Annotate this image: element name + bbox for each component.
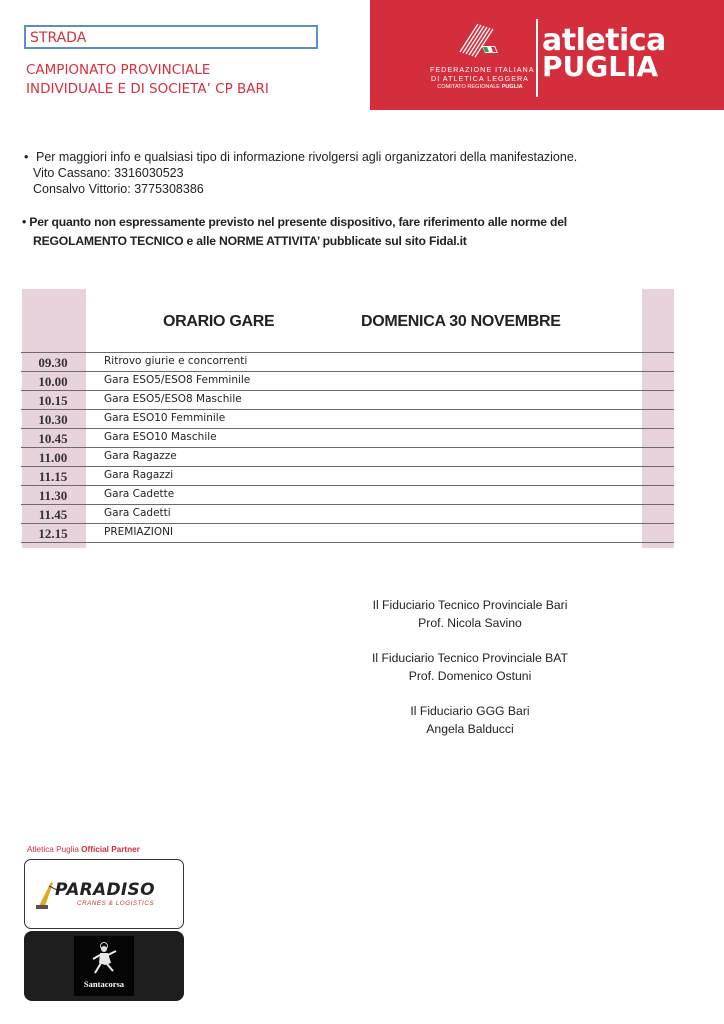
schedule-event: Gara ESO10 Femminile bbox=[104, 412, 226, 424]
santacorsa-logo bbox=[74, 936, 134, 996]
signature-block bbox=[370, 703, 570, 738]
schedule-time: 10.00 bbox=[38, 374, 68, 389]
schedule-time: 09.30 bbox=[38, 355, 68, 370]
schedule-event: Gara Cadetti bbox=[104, 507, 171, 519]
schedule-event: Gara ESO10 Maschile bbox=[104, 431, 217, 443]
rules-note bbox=[22, 213, 567, 251]
schedule-event: Gara Ragazze bbox=[104, 450, 177, 462]
partner-name: PARADISO bbox=[55, 880, 155, 900]
contact-line: Consalvo Vittorio: 3775308386 bbox=[33, 182, 204, 196]
brand-name bbox=[542, 23, 666, 83]
signature-block bbox=[370, 597, 570, 632]
brand-divider bbox=[536, 19, 538, 97]
running-saint-icon bbox=[89, 941, 119, 977]
event-title bbox=[26, 61, 269, 99]
schedule-row bbox=[21, 505, 674, 524]
bullet-icon: • bbox=[24, 150, 29, 164]
schedule-row bbox=[21, 353, 674, 372]
signature-name: Angela Balducci bbox=[426, 721, 514, 736]
schedule-event: Gara Cadette bbox=[104, 488, 175, 500]
event-title-line: CAMPIONATO PROVINCIALE bbox=[26, 62, 211, 78]
event-title-line: INDIVIDUALE E DI SOCIETA’ CP BARI bbox=[26, 81, 269, 97]
partner-label bbox=[27, 845, 140, 854]
schedule-row bbox=[21, 448, 674, 467]
partner-label-bold: Official Partner bbox=[81, 845, 140, 854]
schedule-time: 12.15 bbox=[38, 526, 68, 541]
federation-line: FEDERAZIONE ITALIANA bbox=[430, 65, 535, 74]
signature-name: Prof. Domenico Ostuni bbox=[408, 668, 532, 683]
signature-role: Il Fiduciario Tecnico Provinciale Bari bbox=[372, 598, 568, 612]
schedule-row bbox=[21, 372, 674, 391]
contact-line: Vito Cassano: 3316030523 bbox=[33, 166, 184, 180]
signatures bbox=[370, 597, 570, 756]
committee-prefix: COMITATO REGIONALE bbox=[437, 84, 501, 90]
partner-label-prefix: Atletica Puglia bbox=[27, 845, 79, 854]
schedule-row bbox=[21, 486, 674, 505]
federation-text bbox=[430, 65, 535, 92]
schedule-row bbox=[21, 410, 674, 429]
partner-tagline: CRANES & LOGISTICS bbox=[77, 900, 155, 907]
schedule-heading: ORARIO GARE bbox=[163, 313, 275, 330]
schedule-rows bbox=[21, 352, 674, 543]
schedule-row bbox=[21, 429, 674, 448]
schedule-row bbox=[21, 391, 674, 410]
partner-name: Santacorsa bbox=[83, 979, 125, 989]
rules-note-line bbox=[22, 213, 567, 232]
schedule-date: DOMENICA 30 NOVEMBRE bbox=[361, 313, 561, 330]
schedule-row bbox=[21, 524, 674, 543]
rules-note-text: Per quanto non espressamente previsto nel presente dispositivo, fare riferimento alle norme del bbox=[29, 215, 567, 229]
signature-role: Il Fiduciario GGG Bari bbox=[410, 704, 530, 718]
committee-region: PUGLIA bbox=[501, 84, 523, 90]
brand-name-line1: atletica bbox=[542, 23, 666, 58]
category-label: STRADA bbox=[30, 30, 87, 46]
brand-name-line2: PUGLIA bbox=[542, 50, 659, 83]
atletica-puglia-banner bbox=[370, 0, 724, 110]
schedule-event: Gara Ragazzi bbox=[104, 469, 174, 481]
fidal-logo-icon bbox=[458, 22, 502, 58]
contact-info bbox=[24, 149, 577, 197]
schedule-event: Gara ESO5/ESO8 Femminile bbox=[104, 374, 251, 386]
schedule-row bbox=[21, 467, 674, 486]
signature-block bbox=[370, 650, 570, 685]
rules-note-line: REGOLAMENTO TECNICO e alle NORME ATTIVITA’ pubblicate sul sito Fidal.it bbox=[33, 234, 467, 248]
schedule-time: 11.30 bbox=[38, 488, 68, 503]
partner-card-paradiso[interactable] bbox=[24, 859, 184, 929]
committee-line bbox=[430, 83, 530, 92]
schedule-table bbox=[21, 289, 674, 549]
signature-name: Prof. Nicola Savino bbox=[418, 615, 522, 630]
signature-role: Il Fiduciario Tecnico Provinciale BAT bbox=[372, 651, 568, 665]
category-box bbox=[24, 25, 318, 49]
schedule-event: PREMIAZIONI bbox=[104, 526, 174, 538]
contact-intro bbox=[24, 149, 577, 165]
schedule-time: 11.45 bbox=[38, 507, 68, 522]
schedule-time: 10.15 bbox=[38, 393, 68, 408]
schedule-time: 10.30 bbox=[38, 412, 68, 427]
contact-intro-text: Per maggiori info e qualsiasi tipo di informazione rivolgersi agli organizzatori della manifestazione. bbox=[36, 150, 578, 164]
schedule-time: 11.00 bbox=[38, 450, 68, 465]
schedule-event: Ritrovo giurie e concorrenti bbox=[104, 355, 248, 367]
schedule-event: Gara ESO5/ESO8 Maschile bbox=[104, 393, 242, 405]
schedule-time: 11.15 bbox=[38, 469, 68, 484]
bullet-icon: • bbox=[22, 215, 30, 229]
schedule-time: 10.45 bbox=[38, 431, 68, 446]
partner-card-santacorsa[interactable] bbox=[24, 931, 184, 1001]
federation-line: DI ATLETICA LEGGERA bbox=[431, 74, 529, 83]
